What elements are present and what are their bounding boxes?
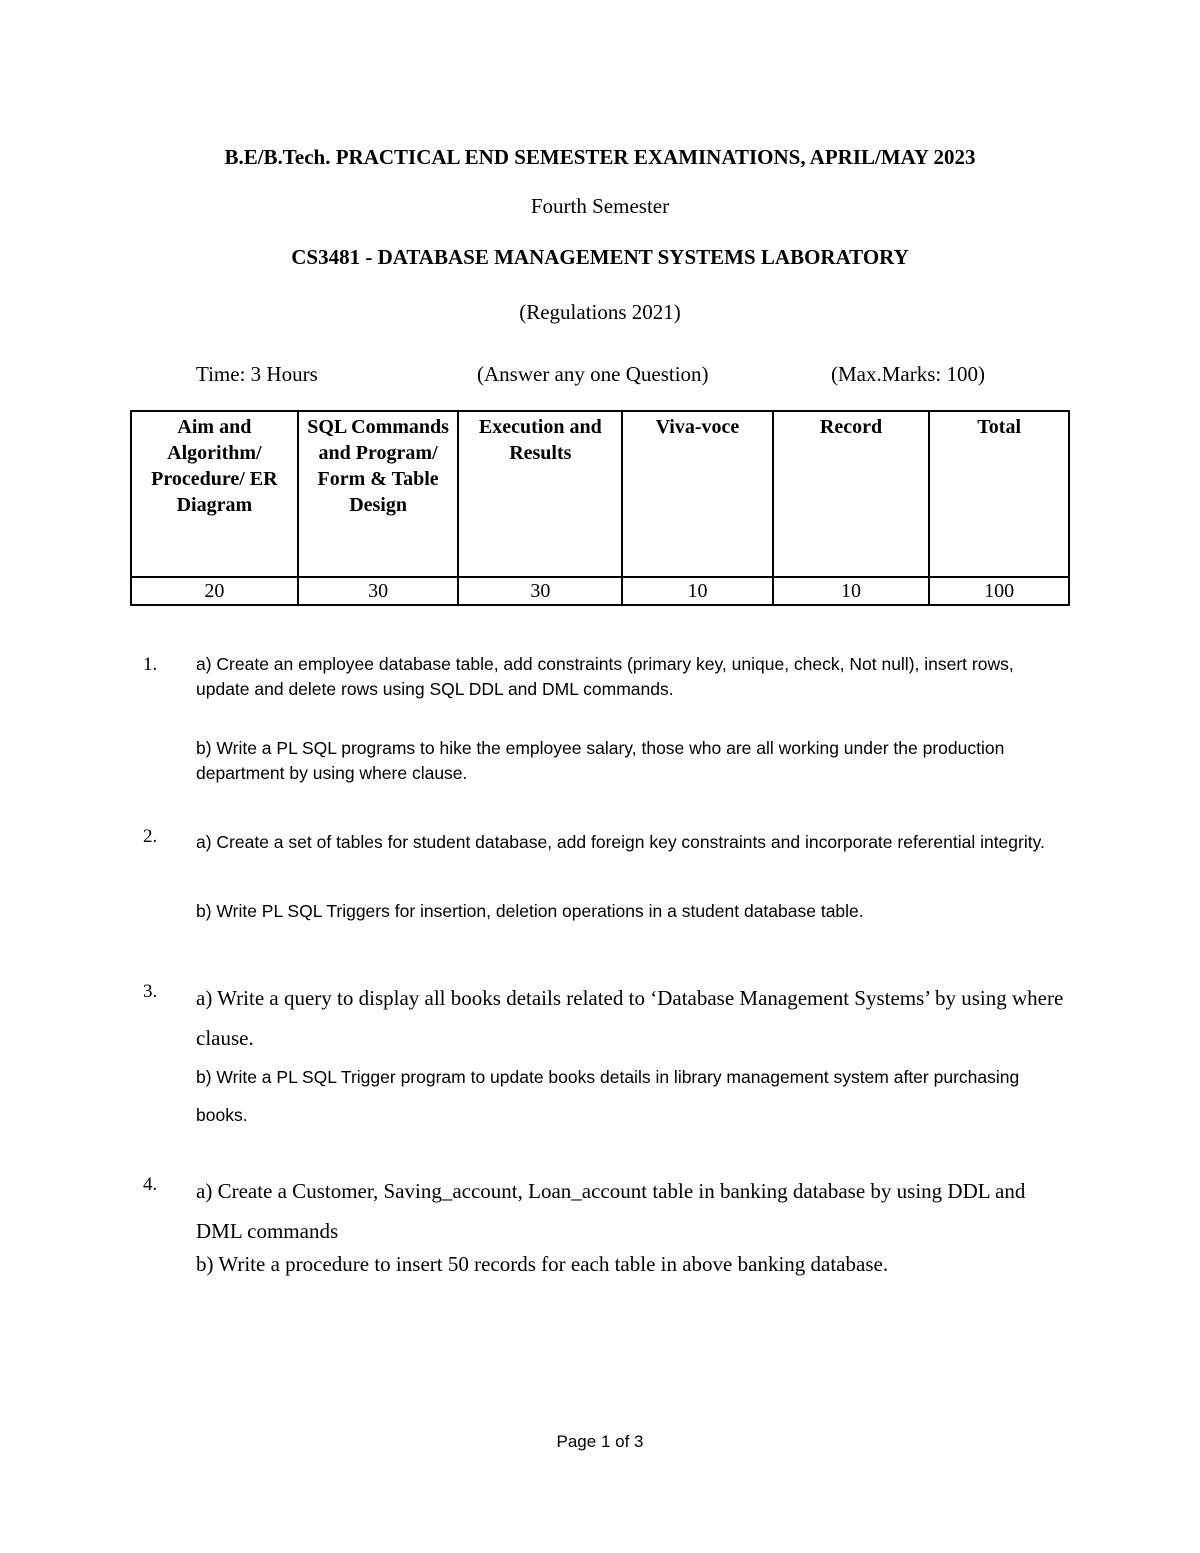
marks-sql-commands: 30: [298, 577, 459, 605]
question-1-part-a: a) Create an employee database table, add constraints (primary key, unique, check, Not null), insert rows, update and delete rows using SQL DDL and DML commands.: [196, 654, 1014, 699]
question-2-number: 2.: [143, 826, 158, 847]
question-2-part-b: b) Write PL SQL Triggers for insertion, deletion operations in a student database table.: [196, 901, 864, 921]
exam-instruction: (Answer any one Question): [477, 362, 709, 386]
max-marks: (Max.Marks: 100): [831, 362, 985, 386]
question-4-part-a: a) Create a Customer, Saving_account, Loan_account table in banking database by using DDL and DML commands: [196, 1179, 1026, 1243]
question-3-part-a: a) Write a query to display all books details related to ‘Database Management Systems’ by using where clause.: [196, 986, 1064, 1050]
question-4-part-b: b) Write a procedure to insert 50 records for each table in above banking database.: [196, 1252, 889, 1276]
regulations-label: (Regulations 2021): [519, 300, 681, 324]
marks-record: 10: [773, 577, 930, 605]
header-record: Record: [773, 411, 930, 577]
marks-total: 100: [929, 577, 1069, 605]
header-sql-commands: SQL Commands and Program/ Form & Table Design: [298, 411, 459, 577]
exam-title: B.E/B.Tech. PRACTICAL END SEMESTER EXAMINATIONS, APRIL/MAY 2023: [224, 145, 976, 169]
marks-execution-results: 30: [458, 577, 622, 605]
question-1-number: 1.: [143, 654, 158, 675]
marks-viva-voce: 10: [622, 577, 773, 605]
marks-distribution-table: [130, 410, 1070, 606]
header-viva-voce: Viva-voce: [622, 411, 773, 577]
question-3-part-b: b) Write a PL SQL Trigger program to update books details in library management system after purchasing books.: [196, 1067, 1020, 1125]
question-3-number: 3.: [143, 981, 158, 1002]
header-total: Total: [929, 411, 1069, 577]
question-4-number: 4.: [143, 1174, 158, 1195]
header-execution-results: Execution and Results: [458, 411, 622, 577]
page-number: Page 1 of 3: [556, 1432, 644, 1451]
exam-duration: Time: 3 Hours: [196, 362, 318, 386]
table-row: [131, 577, 1069, 605]
header-aim-algorithm: Aim and Algorithm/ Procedure/ ER Diagram: [131, 411, 298, 577]
course-title: CS3481 - DATABASE MANAGEMENT SYSTEMS LABORATORY: [291, 245, 909, 269]
table-header-row: [131, 411, 1069, 577]
marks-aim-algorithm: 20: [131, 577, 298, 605]
question-2-part-a: a) Create a set of tables for student database, add foreign key constraints and incorporate referential integrity.: [196, 832, 1045, 852]
semester-label: Fourth Semester: [530, 194, 670, 218]
question-1-part-b: b) Write a PL SQL programs to hike the employee salary, those who are all working under the production department by using where clause.: [196, 738, 1005, 783]
